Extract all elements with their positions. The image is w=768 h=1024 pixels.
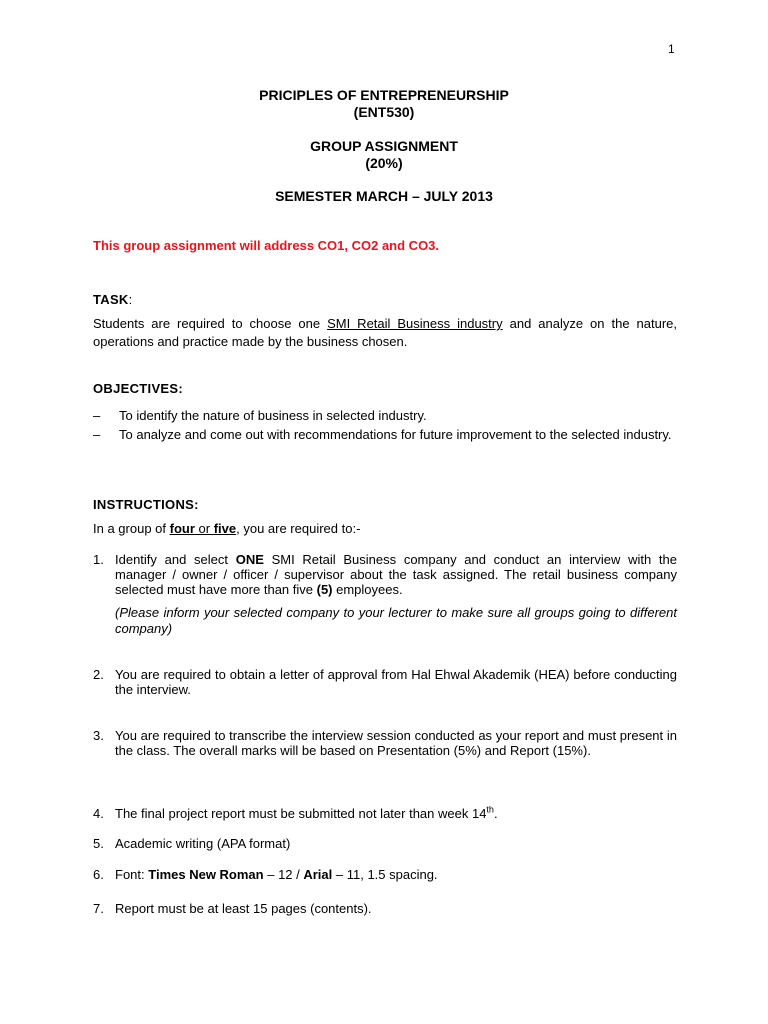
semester-line: SEMESTER MARCH – JULY 2013 [275, 188, 493, 204]
intro-or: or [194, 521, 214, 536]
item-text [115, 806, 677, 821]
task-text-start: Students are required to choose one [93, 316, 328, 331]
instruction-item-4 [93, 806, 677, 821]
item-number: 7. [93, 901, 104, 916]
instructions-intro [93, 520, 677, 538]
item-text-b: – 12 / [263, 867, 304, 882]
objective-text: To identify the nature of business in selected industry. [119, 408, 427, 423]
objective-dash: – [93, 427, 101, 442]
item-emphasis: (5) [316, 582, 333, 597]
task-colon: : [128, 292, 133, 307]
task-paragraph [93, 315, 677, 351]
company-selection-note: (Please inform your selected company to your lecturer to make sure all groups going to different company) [115, 605, 677, 636]
assignment-weight: (20%) [365, 155, 403, 171]
instructions-heading: INSTRUCTIONS: [93, 497, 199, 512]
page-number: 1 [668, 42, 675, 56]
task-label: TASK [93, 292, 129, 307]
item-text-a: Identify and select [115, 552, 236, 567]
item-text: Report must be at least 15 pages (contents). [115, 901, 372, 916]
item-number: 1. [93, 552, 104, 567]
course-code: (ENT530) [353, 104, 415, 120]
intro-text: In a group of [93, 521, 170, 536]
item-text [115, 867, 677, 882]
item-text: You are required to obtain a letter of approval from Hal Ehwal Akademik (HEA) before conducting the interview. [115, 667, 677, 697]
font-name-arial: Arial [303, 867, 333, 882]
item-text: You are required to transcribe the interview session conducted as your report and must present in the class. The overall marks will be based on Presentation (5%) and Report (15%). [115, 728, 677, 758]
item-text-end: . [493, 806, 498, 821]
item-text: Academic writing (APA format) [115, 836, 291, 851]
item-number: 6. [93, 867, 104, 882]
objectives-heading: OBJECTIVES: [93, 381, 183, 396]
instruction-item-3 [93, 728, 677, 758]
objective-item [93, 426, 677, 443]
item-text-main: The final project report must be submitted not later than week 14 [115, 806, 487, 821]
objective-dash: – [93, 408, 101, 423]
intro-text-end: , you are required to:- [236, 521, 361, 536]
item-text [115, 552, 677, 597]
item-number: 2. [93, 667, 104, 682]
item-number: 4. [93, 806, 104, 821]
group-size-five: five [213, 521, 237, 536]
instruction-item-5 [93, 836, 677, 851]
ordinal-suffix: th [486, 804, 494, 815]
font-name-times: Times New Roman [148, 867, 264, 882]
instruction-item-2 [93, 667, 677, 697]
item-number: 3. [93, 728, 104, 743]
item-text-b: SMI Retail Business company and conduct an interview with the manager / owner / officer / supervisor about the task assigned. The retail business company selected must have more than five [115, 552, 677, 597]
task-text-end: and analyze on the nature, operations and practice made by the business chosen. [93, 316, 678, 349]
course-outcomes-note: This group assignment will address CO1, CO2 and CO3. [93, 238, 440, 253]
objective-text: To analyze and come out with recommendations for future improvement to the selected industry. [119, 427, 672, 442]
item-text-a: Font: [115, 867, 149, 882]
task-industry-underlined: SMI Retail Business industry [327, 316, 503, 331]
course-title: PRICIPLES OF ENTREPRENEURSHIP [259, 87, 509, 103]
item-text-c: employees. [332, 582, 403, 597]
assignment-title: GROUP ASSIGNMENT [310, 138, 458, 154]
instruction-item-1 [93, 552, 677, 597]
task-heading [93, 292, 133, 307]
item-emphasis: ONE [235, 552, 264, 567]
item-text-c: – 11, 1.5 spacing. [332, 867, 438, 882]
item-number: 5. [93, 836, 104, 851]
instruction-item-7 [93, 901, 677, 916]
objective-item [93, 407, 677, 424]
group-size-four: four [169, 521, 195, 536]
instruction-item-6 [93, 867, 677, 882]
